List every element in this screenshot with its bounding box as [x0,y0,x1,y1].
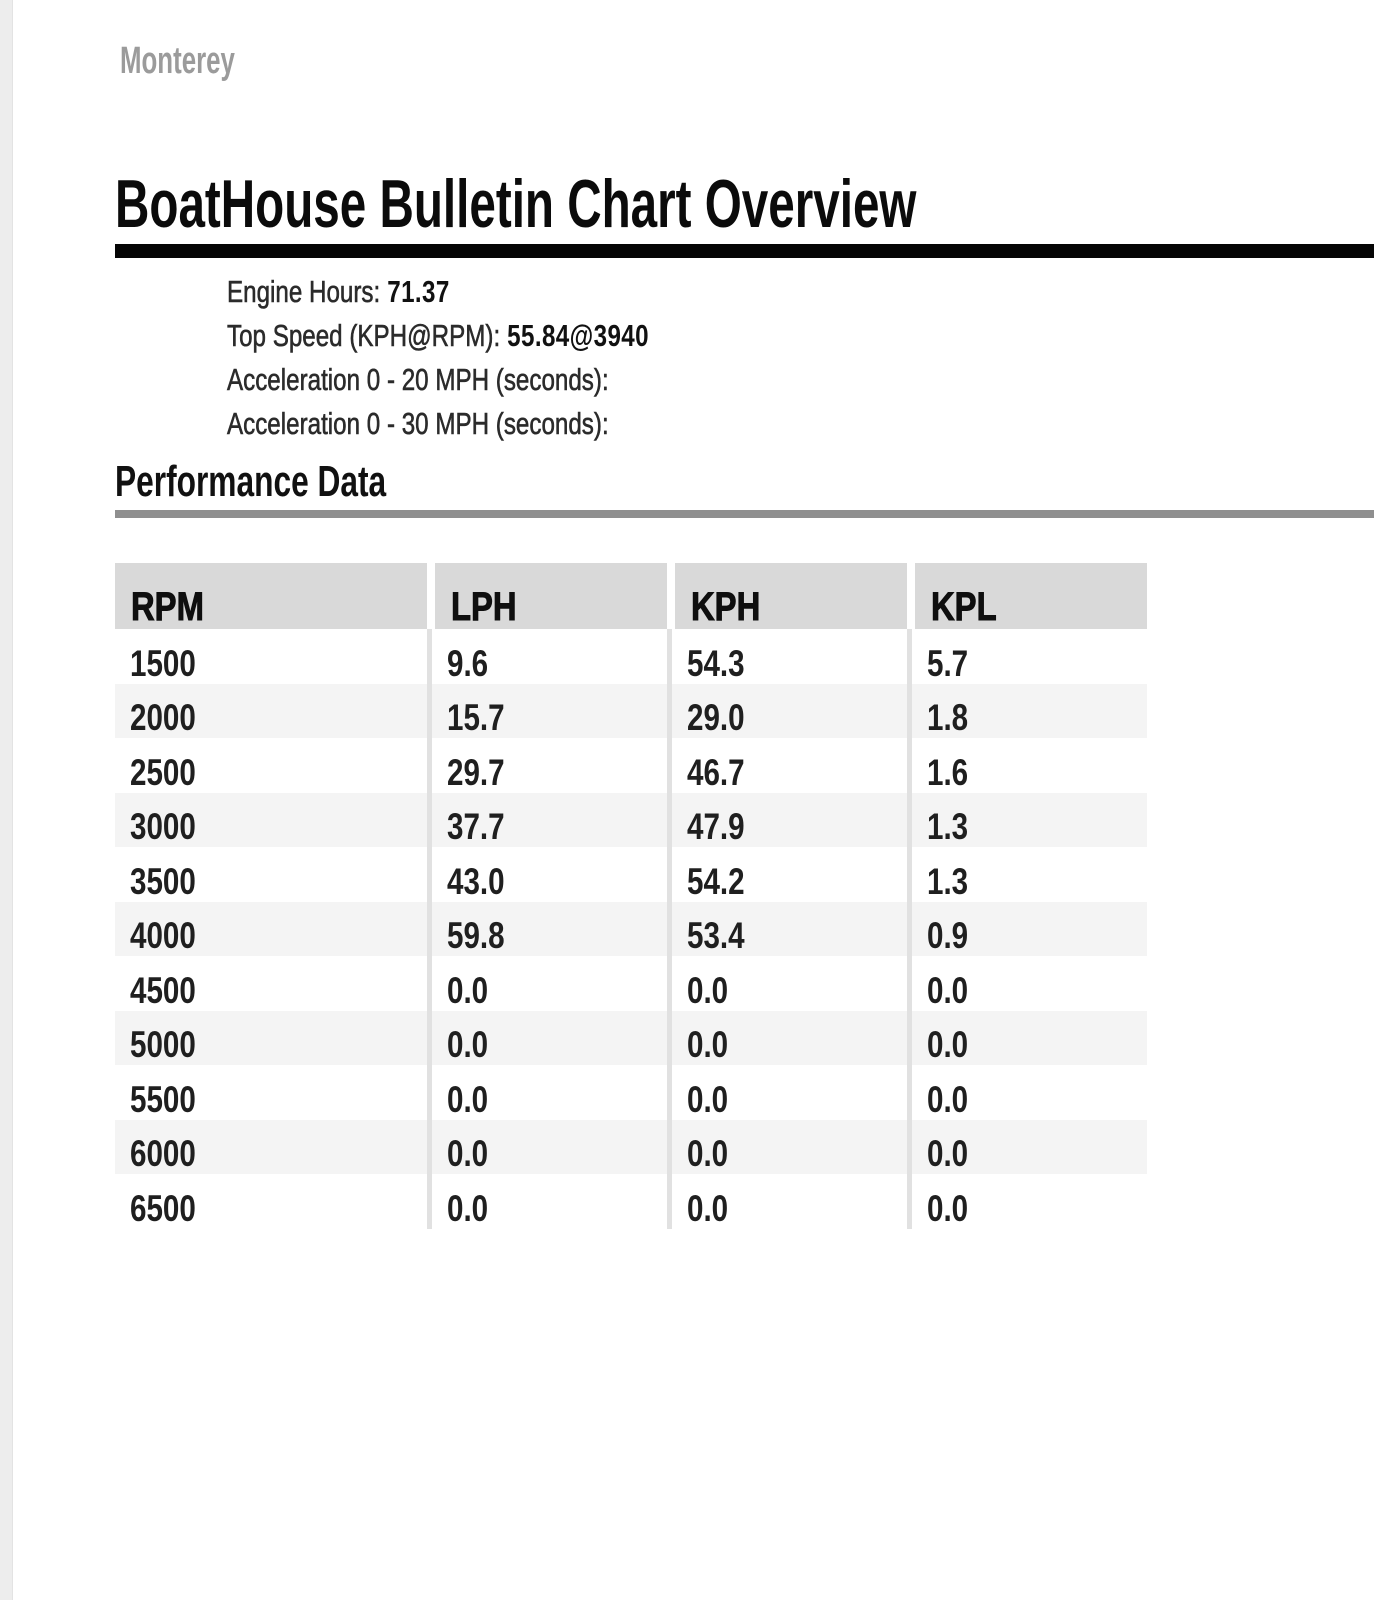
table-header-cell-kph: KPH [667,563,907,629]
summary-label: Engine Hours: [227,274,381,309]
section-heading [115,457,1374,506]
table-row [115,629,1147,684]
table-cell: 5.7 [907,629,1147,684]
table-cell: 37.7 [427,793,667,848]
table-cell: 29.0 [667,684,907,739]
table-cell: 5500 [130,1078,196,1120]
table-header-cell-kpl: KPL [907,563,1147,629]
table-cell: 59.8 [427,902,667,957]
table-cell: 0.0 [907,1174,1147,1229]
summary-line-engine-hours [227,270,768,314]
table-cell: 0.0 [907,1011,1147,1066]
table-header-cell-rpm: RPM [115,563,427,629]
summary-label: Acceleration 0 - 20 MPH (seconds): [227,362,609,397]
summary-line-accel-0-20 [227,358,768,402]
table-cell: 6500 [130,1187,196,1229]
table-cell: 0.0 [427,1011,667,1066]
table-cell: 1.3 [907,847,1147,902]
table-row [115,793,1147,848]
table-cell: 0.0 [907,1120,1147,1175]
summary-label: Acceleration 0 - 30 MPH (seconds): [227,406,609,441]
summary-label: Top Speed (KPH@RPM): [227,318,501,353]
table-cell: 4000 [130,915,196,956]
table-row [115,1011,1147,1066]
table-cell: 6000 [130,1133,196,1174]
table-cell: 2000 [130,697,196,738]
table-cell: 47.9 [667,793,907,848]
table-body [115,629,1147,1229]
table-cell: 0.0 [427,1174,667,1229]
table-header-cell-lph: LPH [427,563,667,629]
section-heading-block [115,457,1374,518]
table-header-row [115,563,1147,629]
table-cell: 0.0 [427,1065,667,1120]
table-cell: 0.0 [667,956,907,1011]
brand-text: Monterey [120,40,235,82]
table-cell: 0.9 [907,902,1147,957]
table-row [115,956,1147,1011]
table-row [115,1120,1147,1175]
table-cell: 0.0 [907,956,1147,1011]
performance-table [115,563,1147,1229]
summary-line-accel-0-30 [227,402,768,446]
table-row [115,847,1147,902]
table-cell: 0.0 [907,1065,1147,1120]
page-title-text: BoatHouse Bulletin Chart Overview [115,166,917,242]
table-cell: 46.7 [667,738,907,793]
report-title-block [115,168,1374,258]
table-cell: 53.4 [667,902,907,957]
table-cell: 43.0 [427,847,667,902]
table-cell: 15.7 [427,684,667,739]
table-cell: 1.6 [907,738,1147,793]
table-cell: 1.3 [907,793,1147,848]
page-left-edge [0,0,13,1600]
summary-block [227,270,768,446]
table-row [115,1174,1147,1229]
table-row [115,684,1147,739]
table-cell: 4500 [130,969,196,1011]
summary-value: 71.37 [387,274,450,309]
summary-line-top-speed [227,314,768,358]
table-cell: 3000 [130,806,196,847]
table-cell: 2500 [130,751,196,793]
table-cell: 0.0 [667,1065,907,1120]
table-cell: 54.3 [667,629,907,684]
table-cell: 3500 [130,860,196,902]
table-cell: 0.0 [667,1120,907,1175]
table-row [115,738,1147,793]
table-cell: 0.0 [667,1011,907,1066]
table-row [115,1065,1147,1120]
table-row [115,902,1147,957]
table-cell: 9.6 [427,629,667,684]
brand-watermark [120,42,289,80]
table-cell: 0.0 [427,1120,667,1175]
table-cell: 5000 [130,1024,196,1065]
section-heading-text: Performance Data [115,457,387,506]
table-cell: 0.0 [427,956,667,1011]
table-cell: 1.8 [907,684,1147,739]
summary-value: 55.84@3940 [507,318,649,353]
table-cell: 29.7 [427,738,667,793]
table-cell: 0.0 [667,1174,907,1229]
page-title [115,168,1374,240]
table-cell: 1500 [130,642,196,684]
table-cell: 54.2 [667,847,907,902]
